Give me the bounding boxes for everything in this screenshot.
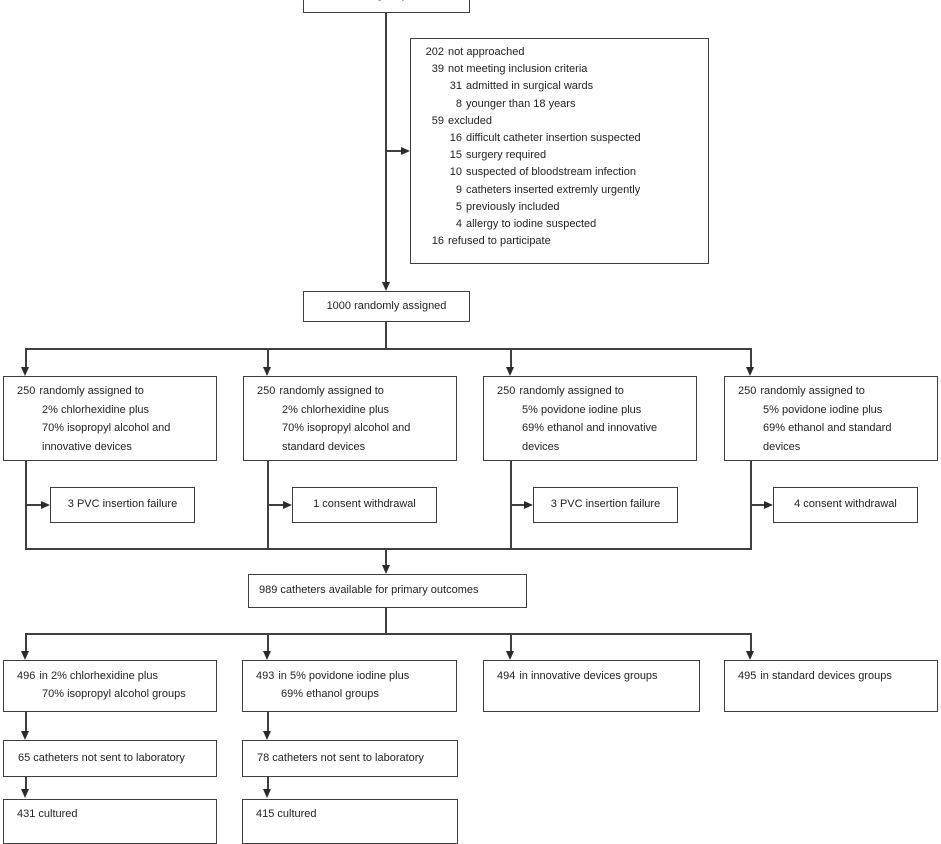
exclusion-line: 10 suspected of bloodstream infection [449, 166, 636, 179]
collection-line [25, 548, 752, 550]
arrowhead-to-arm [506, 367, 514, 376]
exclusion-line: 16 refused to participate [431, 235, 551, 248]
dropout-branch [268, 504, 283, 506]
arrowhead-to-group [746, 651, 754, 660]
arrowhead-to-dropout [41, 501, 50, 509]
exclusions-box [410, 38, 709, 264]
exclusion-line: 9 catheters inserted extremly urgently [455, 183, 641, 196]
lab-box: 78 catheters not sent to laboratory [242, 740, 458, 777]
dropout-branch [26, 504, 41, 506]
arrowhead-to-group [263, 651, 271, 660]
exclusion-line: 4 allergy to iodine suspected [455, 217, 597, 230]
arrowhead-to-arm [263, 367, 271, 376]
dropout-box: 4 consent withdrawal [773, 487, 918, 523]
dropout-box: 3 PVC insertion failure [533, 487, 678, 523]
exclusion-line: 15 surgery required [449, 149, 547, 162]
arrowhead-to-randomized [382, 282, 390, 291]
arrowhead-to-exclusions [401, 147, 410, 155]
dropout-box: 3 PVC insertion failure [50, 487, 195, 523]
group-box-standard: 495 in standard devices groups [724, 660, 938, 712]
arrowhead-to-arm [746, 367, 754, 376]
exclusion-line: 31 admitted in surgical wards [449, 80, 594, 93]
cultured-box: 431 cultured [3, 799, 217, 844]
arrowhead-to-group [506, 651, 514, 660]
arrowhead-to-lab [21, 731, 29, 740]
dropout-branch [511, 504, 524, 506]
arm-box-pvi-innovative: 250 randomly assigned to 5% povidone iodine plus 69% ethanol and innovative devices [483, 376, 697, 461]
drop-line [267, 348, 269, 368]
randomized-box [303, 291, 470, 322]
arrowhead-to-cultured [263, 789, 271, 798]
drop-line [750, 348, 752, 368]
exclusion-line: 202 not approached [425, 46, 525, 58]
drop-line [25, 633, 27, 652]
arrowhead-to-lab [263, 731, 271, 740]
randomized-label: 1000 randomly assigned [326, 299, 447, 312]
dropout-branch [751, 504, 764, 506]
drop-line [750, 633, 752, 652]
cultured-box: 415 cultured [242, 799, 458, 844]
lab-box: 65 catheters not sent to laboratory [3, 740, 217, 777]
distribution-line-2 [25, 633, 752, 635]
primary-outcomes-box: 989 catheters available for primary outcomes [248, 574, 527, 608]
dropout-box: 1 consent withdrawal [292, 487, 437, 523]
exclusion-line: 5 previously included [455, 200, 560, 213]
arrowhead-to-cultured [21, 789, 29, 798]
assessed-label [304, 0, 469, 3]
group-box-chx: 496 in 2% chlorhexidine plus 70% isopropyl alcohol groups [3, 660, 217, 712]
drop-line [510, 348, 512, 368]
exit-stem [25, 712, 27, 731]
connector-stem [385, 548, 387, 566]
drop-line [267, 633, 269, 652]
arm-box-pvi-standard: 250 randomly assigned to 5% povidone iodine plus 69% ethanol and standard devices [724, 376, 938, 461]
arm-box-chx-standard: 250 randomly assigned to 2% chlorhexidine plus 70% isopropyl alcohol and standard devices [243, 376, 457, 461]
exclusion-line: 16 difficult catheter insertion suspected [449, 131, 641, 144]
exit-stem [267, 712, 269, 731]
drop-line [25, 348, 27, 368]
group-box-pvi: 493 in 5% povidone iodine plus 69% ethanol groups [242, 660, 457, 712]
arm-box-chx-innovative: 250 randomly assigned to 2% chlorhexidine plus 70% isopropyl alcohol and innovative devices [3, 376, 217, 461]
arrowhead-to-dropout [283, 501, 292, 509]
distribution-line-1 [25, 348, 752, 350]
arrowhead-to-group [21, 651, 29, 660]
connector-stem [385, 322, 387, 350]
arrowhead-to-arm [21, 367, 29, 376]
exclusion-line: 8 younger than 18 years [455, 97, 576, 110]
arrowhead-to-dropout [764, 501, 773, 509]
drop-line [510, 633, 512, 652]
exclusion-line: 39 not meeting inclusion criteria [431, 63, 588, 76]
exclusion-line: 59 excluded [431, 114, 493, 127]
connector-exclusions-branch [386, 150, 402, 152]
arrowhead-to-primary [382, 565, 390, 574]
group-box-innovative: 494 in innovative devices groups [483, 660, 700, 712]
arrowhead-to-dropout [524, 501, 533, 509]
connector-top-stem [385, 13, 387, 283]
assessed-box [303, 0, 470, 13]
connector-stem [385, 608, 387, 635]
